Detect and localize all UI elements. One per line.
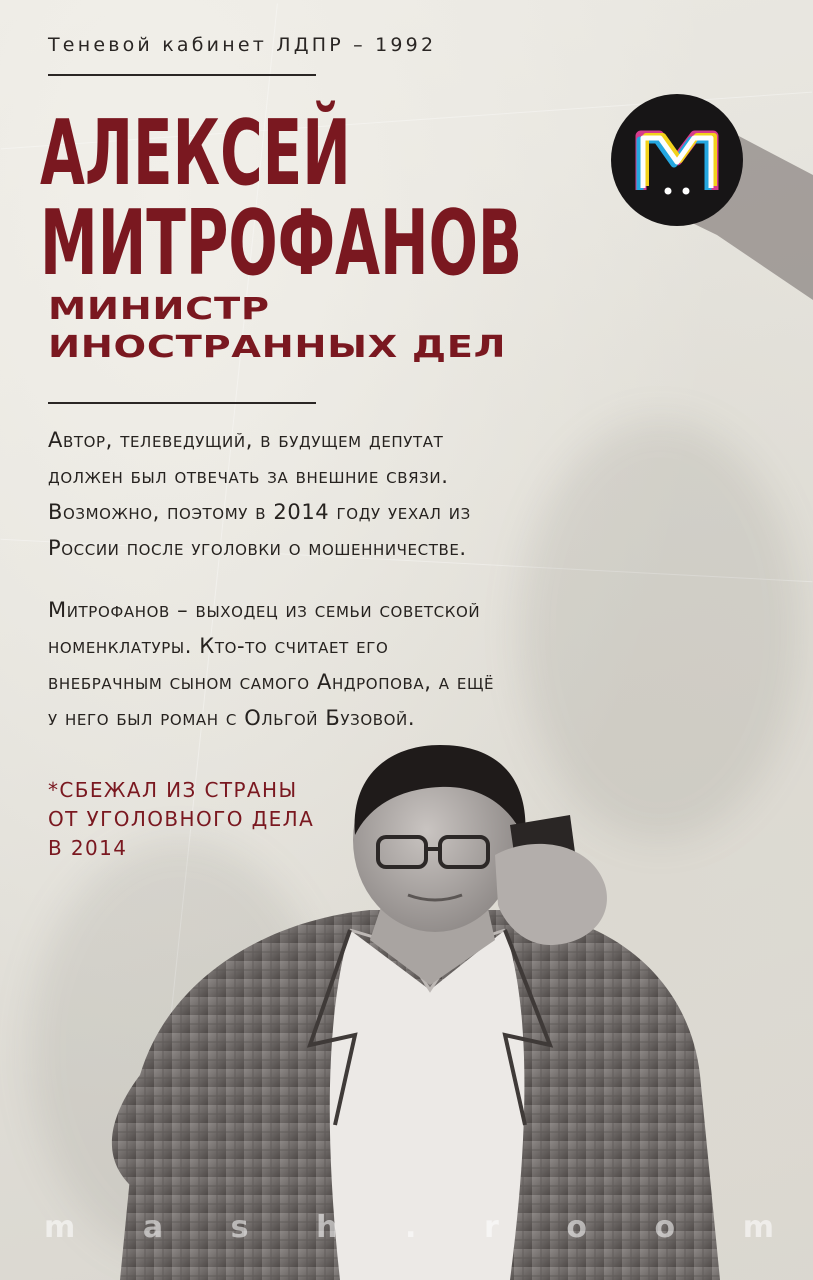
watermark-letter: a: [142, 1210, 164, 1245]
name-last: МИТРОФАНОВ: [40, 190, 523, 296]
bio-paragraph-1: [48, 422, 768, 566]
kicker-text: Теневой кабинет ЛДПР – 1992: [48, 34, 437, 56]
footnote-line: ОТ УГОЛОВНОГО ДЕЛА: [48, 807, 315, 831]
bio-line: внебрачным сыном самого Андропова, а ещё: [48, 670, 495, 694]
portrait-photo: [100, 745, 740, 1280]
watermark-letter: o: [654, 1210, 676, 1245]
divider-top: [48, 74, 316, 76]
watermark-letter: m: [742, 1210, 774, 1245]
bio-line: номенклатуры. Кто-то считает его: [48, 634, 389, 658]
role-line-2: ИНОСТРАННЫХ ДЕЛ: [48, 330, 507, 365]
footnote-line: В 2014: [48, 836, 128, 860]
bio-line: у него был роман с Ольгой Бузовой.: [48, 706, 416, 730]
watermark-letter: s: [230, 1210, 249, 1245]
bio-line: России после уголовки о мошенничестве.: [48, 536, 467, 560]
watermark-letter: h: [316, 1210, 338, 1245]
bio-paragraph-2: [48, 592, 768, 736]
name-first: АЛЕКСЕЙ: [40, 100, 351, 206]
role-line-1: МИНИСТР: [48, 292, 270, 327]
bio-line: Автор, телеведущий, в будущем депутат: [48, 428, 444, 452]
bio-line: должен был отвечать за внешние связи.: [48, 464, 449, 488]
watermark: [44, 1210, 774, 1245]
watermark-letter: o: [566, 1210, 587, 1245]
mash-logo-icon: [640, 136, 714, 195]
watermark-letter: m: [44, 1210, 76, 1245]
watermark-letter: r: [483, 1210, 499, 1245]
divider-middle: [48, 402, 316, 404]
footnote-line: *СБЕЖАЛ ИЗ СТРАНЫ: [48, 778, 298, 802]
bio-line: Митрофанов – выходец из семьи советской: [48, 598, 481, 622]
watermark-letter: .: [404, 1210, 417, 1245]
bio-line: Возможно, поэтому в 2014 году уехал из: [48, 500, 471, 524]
